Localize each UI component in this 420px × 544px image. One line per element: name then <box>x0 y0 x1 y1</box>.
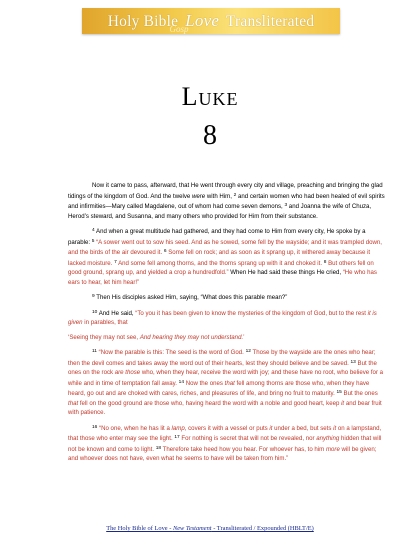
red-letter-text: covers it with a vessel or puts <box>186 424 270 432</box>
verse-number: 7 <box>114 259 117 265</box>
paragraph-2 <box>68 226 388 287</box>
verse-number: 3 <box>284 203 288 208</box>
paragraph-1 <box>68 181 388 221</box>
text-run-italic: were <box>191 192 206 200</box>
footer-text: - Transliterated / Expounded (HBLT/E) <box>211 525 314 532</box>
chapter-text <box>68 181 388 469</box>
verse-number: 13 <box>350 359 356 365</box>
verse-number: 6 <box>163 249 167 254</box>
red-letter-text: fell among thorns are those who, when they have heard, go out and are choked with cares, riches, and pleasures of life, and bring no fruit to maturity. <box>68 379 370 397</box>
red-letter-text: Now the ones <box>184 379 225 387</box>
verse-number: 18 <box>155 445 162 451</box>
banner-title-love: Love <box>185 11 220 30</box>
verse-number: 16 <box>92 424 98 430</box>
red-letter-text-italic: more <box>325 445 340 453</box>
verse-number: 17 <box>174 435 180 440</box>
red-letter-text: And some fell among thorns, and the thorns sprang up with it and choked it. <box>116 259 324 267</box>
red-letter-text: and bear fruit with patience. <box>68 399 382 416</box>
red-letter-text: on a lampstand, that those who enter may see the light. <box>68 424 382 442</box>
red-letter-text-italic: that <box>68 399 79 407</box>
banner-title-part1: Holy Bible <box>107 13 179 30</box>
text-run: with Him, <box>205 192 234 200</box>
red-letter-text: “No one, when he has lit a <box>97 424 172 432</box>
chapter-number: 8 <box>203 120 217 151</box>
text-run: Then His disciples asked Him, saying, “What does this parable mean?” <box>94 294 288 301</box>
footer-text: The Holy Bible of Love - <box>106 525 173 532</box>
verse-number: 4 <box>92 228 95 233</box>
red-letter-text: But the ones on the rock <box>68 359 377 376</box>
text-run: and Joanna the wife of Chuza, Herod’s steward, and Susanna, and many others who provided for Him from their substance. <box>68 203 372 220</box>
text-run: When He had said these things He cried, <box>228 269 343 276</box>
header-banner <box>82 8 340 34</box>
paragraph-5-quote <box>68 333 388 343</box>
text-run: And when a great multitude had gathered, and they had come to Him from every city, He spoke by a parable: <box>68 228 366 246</box>
red-letter-text-italic: it <box>269 424 273 432</box>
banner-title-part2: Transliterated <box>225 13 315 30</box>
verse-number: 15 <box>336 390 342 395</box>
paragraph-4 <box>68 308 388 328</box>
red-letter-text: For nothing is secret that will not be revealed, nor <box>179 435 317 442</box>
red-letter-text: ’ <box>243 333 245 341</box>
banner-title <box>108 11 315 31</box>
red-letter-text: in parables, that <box>82 319 128 326</box>
red-letter-text: Those by the wayside are the ones who hear; then the devil comes and takes away the word out of their hearts, lest they should believe and be saved. <box>68 349 376 367</box>
red-letter-text: But others fell on good ground, sprang up, and yielded a crop a hundredfold.” <box>68 259 374 276</box>
verse-number: 8 <box>323 259 327 265</box>
red-letter-text: will be given; and whoever does not have, even what he seems to have will be taken from him.” <box>68 445 377 462</box>
text-run: And He said, <box>97 309 136 317</box>
footer-text-italic: New Testament <box>172 525 212 532</box>
red-letter-text: But the ones <box>341 390 378 397</box>
verse-number: 12 <box>245 349 251 354</box>
text-run: and certain women who had been healed of evil spirits and infirmities—Mary called Magdalene, out of whom had come seven demons, <box>68 192 385 210</box>
red-letter-text-italic: that <box>224 379 235 387</box>
book-title: Luke <box>181 82 239 111</box>
text-run: Now it came to pass, afterward, that He went through every city and village, preaching and bringing the glad tidings of the kingdom of God. And the twelve <box>68 182 383 200</box>
red-letter-text-italic: it <box>333 424 337 432</box>
paragraph-3 <box>68 292 388 303</box>
red-letter-text: “A sower went out to sow his seed. And as he sowed, some fell by the wayside; and it was trampled down, and the birds of the air devoured it. <box>68 238 382 256</box>
red-letter-text: “He who has ears to hear, let him hear!” <box>68 269 377 286</box>
red-letter-text-italic: lamp, <box>171 424 187 432</box>
red-letter-text-italic: it is given <box>68 309 377 326</box>
red-letter-text: hidden that will not be known and come to light. <box>68 435 382 453</box>
red-letter-text-italic: are those <box>114 369 141 376</box>
red-letter-text: fell on the good ground are those who, having heard the word with a noble and good heart, keep <box>78 399 342 407</box>
red-letter-text: who, when they hear, receive the word with joy; and these have no root, who believe for a while and in time of temptation fall away. <box>68 369 384 387</box>
banner-logo: Gosp <box>169 24 189 34</box>
red-letter-text: “To you it has been given to know the mysteries of the kingdom of God, but to the rest <box>135 309 368 317</box>
red-letter-text: under a bed, but sets <box>272 424 334 432</box>
paragraph-7 <box>68 423 388 464</box>
paragraph-6 <box>68 347 388 418</box>
red-letter-text-italic: it <box>341 399 345 407</box>
verse-number: 10 <box>92 309 98 315</box>
red-letter-text: Therefore take heed how you hear. For whoever has, to him <box>161 445 326 453</box>
red-letter-text-italic: anything <box>316 435 340 442</box>
verse-number: 11 <box>92 349 97 354</box>
verse-number: 9 <box>92 294 95 299</box>
red-letter-text: Some fell on rock; and as soon as it sprang up, it withered away because it lacked moisture. <box>68 249 371 267</box>
red-letter-text: ‘Seeing they may not see, <box>68 333 140 341</box>
red-letter-text: “Now the parable is this: The seed is the word of God. <box>96 349 246 356</box>
verse-number: 14 <box>178 379 184 385</box>
verse-number: 2 <box>233 192 237 198</box>
red-letter-text-italic: And hearing they may not understand. <box>139 333 244 341</box>
footer-link[interactable] <box>0 525 420 532</box>
verse-number: 5 <box>91 238 95 244</box>
